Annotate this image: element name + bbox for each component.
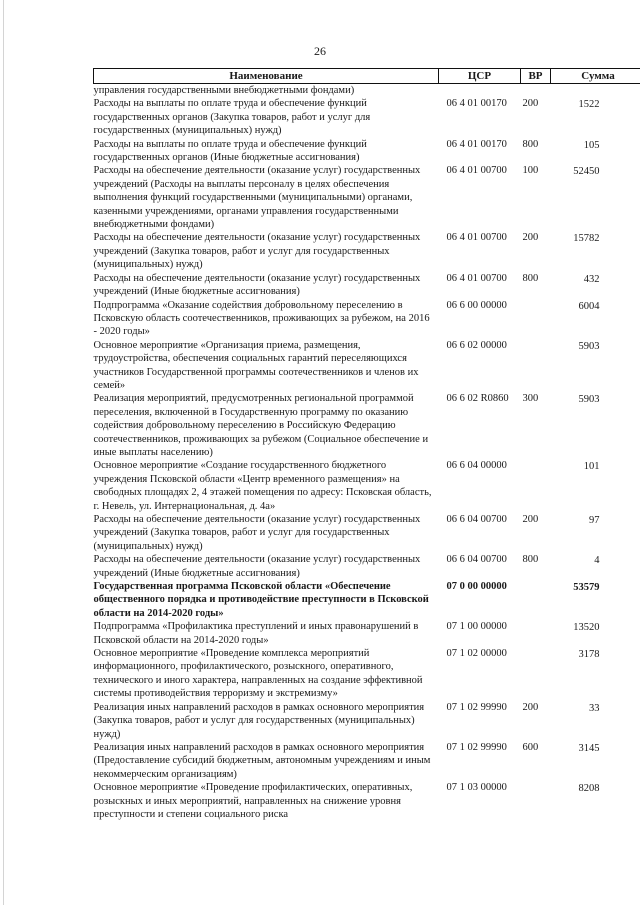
row-name: Подпрограмма «Профилактика преступлений и иных правонарушений в Псковской области на 2014-2020 годы» bbox=[93, 621, 419, 646]
row-sum: 4 bbox=[594, 555, 600, 567]
row-csr: 06 4 01 00170 bbox=[446, 138, 507, 150]
header-csr: ЦСР bbox=[439, 69, 521, 84]
row-sum: 8208 bbox=[578, 783, 600, 795]
row-csr: 07 1 02 99990 bbox=[446, 701, 507, 713]
row-vr: 800 bbox=[522, 554, 539, 566]
row-vr bbox=[521, 299, 551, 339]
table-body bbox=[94, 84, 640, 822]
row-vr bbox=[521, 459, 551, 513]
row-sum: 3145 bbox=[578, 742, 600, 754]
row-csr bbox=[439, 84, 521, 98]
row-name: Расходы на обеспечение деятельности (оказание услуг) государственных учреждений (Иные бюджетные ассигнования) bbox=[93, 554, 421, 579]
row-sum: 33 bbox=[589, 702, 600, 714]
row-csr: 07 1 02 99990 bbox=[446, 741, 507, 753]
row-csr: 06 6 02 00000 bbox=[446, 339, 507, 351]
table-row bbox=[94, 299, 640, 339]
row-vr bbox=[521, 339, 551, 393]
table-row bbox=[94, 84, 640, 98]
row-name: Реализация иных направлений расходов в рамках основного мероприятия (Закупка товаров, работ и услуг для государственных (муниципальных) нужд) bbox=[93, 701, 425, 740]
row-csr: 06 6 04 00700 bbox=[446, 514, 507, 525]
row-name: Расходы на обеспечение деятельности (оказание услуг) государственных учреждений (Иные бюджетные ассигнования) bbox=[93, 272, 421, 298]
table-row bbox=[94, 459, 640, 513]
row-name: Государственная программа Псковской области «Обеспечение общественного порядка и противодействие преступности в Псковской области на 2014-2020 годы» bbox=[93, 581, 429, 619]
row-vr bbox=[521, 580, 551, 620]
row-vr bbox=[521, 781, 551, 821]
row-csr: 06 6 02 R0860 bbox=[446, 393, 509, 405]
row-sum: 15782 bbox=[573, 233, 600, 245]
row-csr: 07 1 02 00000 bbox=[446, 648, 507, 660]
table-row bbox=[94, 339, 640, 393]
row-csr: 07 0 00 00000 bbox=[446, 581, 507, 593]
scan-left-edge bbox=[3, 0, 4, 905]
row-sum bbox=[551, 84, 640, 98]
row-csr: 06 4 01 00170 bbox=[446, 98, 507, 110]
table-row bbox=[94, 138, 640, 165]
row-name: Подпрограмма «Оказание содействия добровольному переселению в Псковскую область соотечественников, проживающих за рубежом, на 2016 - 2020 годы» bbox=[93, 299, 430, 338]
row-name: Основное мероприятие «Создание государственного бюджетного учреждения Псковской области «Центр временного размещения» на свободных площадях 2, 4 этажей помещения по адресу: Псковская область, г. Невель, ул. Интернациональная, д. 4а» bbox=[93, 460, 432, 512]
table-row bbox=[94, 164, 640, 231]
row-csr: 06 6 04 00700 bbox=[446, 554, 507, 566]
table-row bbox=[94, 701, 640, 741]
row-name: Основное мероприятие «Организация приема, размещения, трудоустройства, обеспечения социальных гарантий переселяющихся участников Государственной программы соотечественников и членов их семей» bbox=[93, 339, 419, 391]
table-row bbox=[94, 647, 640, 701]
row-sum: 5903 bbox=[578, 394, 600, 406]
table-row bbox=[94, 97, 640, 137]
row-vr: 200 bbox=[522, 232, 539, 244]
table-row bbox=[94, 620, 640, 647]
row-sum: 101 bbox=[583, 461, 600, 473]
row-sum: 13520 bbox=[573, 622, 600, 634]
budget-table bbox=[93, 68, 640, 821]
table-header-row bbox=[94, 69, 640, 84]
row-vr: 800 bbox=[522, 138, 539, 150]
row-sum: 432 bbox=[583, 273, 600, 285]
row-sum: 53579 bbox=[573, 582, 600, 594]
row-sum: 6004 bbox=[578, 300, 600, 312]
row-csr: 07 1 00 00000 bbox=[446, 621, 507, 633]
table-row bbox=[94, 392, 640, 459]
header-name: Наименование bbox=[94, 69, 439, 84]
row-csr: 06 4 01 00700 bbox=[446, 272, 507, 284]
row-vr bbox=[521, 647, 551, 701]
row-name: Расходы на выплаты по оплате труда и обеспечение функций государственных органов (Закупка товаров, работ и услуг для государственных (муниципальных) нужд) bbox=[93, 98, 371, 137]
table-row bbox=[94, 553, 640, 580]
row-name: Реализация мероприятий, предусмотренных региональной программой переселения, включенной в Государственную программу по оказанию содействия добровольному переселению в Российскую Федерацию соотечественников, проживающих за рубежом (Социальное обеспечение и иные выплаты населению) bbox=[93, 393, 429, 458]
table-row bbox=[94, 781, 640, 821]
table-row bbox=[94, 741, 640, 781]
table-row bbox=[94, 513, 640, 553]
row-vr bbox=[521, 620, 551, 647]
row-vr: 800 bbox=[522, 272, 539, 284]
row-name: Основное мероприятие «Проведение профилактических, оперативных, розыскных и иных мероприятий, направленных на снижение уровня преступности и степени социального риска bbox=[93, 782, 413, 820]
row-vr: 100 bbox=[522, 165, 539, 177]
row-csr: 06 6 00 00000 bbox=[446, 299, 507, 311]
row-name: Основное мероприятие «Проведение комплекса мероприятий информационного, профилактического, розыскного, оперативного, технического и иного характера, направленных на создание эффективной системы противодействия терроризму и экстремизму» bbox=[93, 648, 423, 700]
row-name: Расходы на обеспечение деятельности (оказание услуг) государственных учреждений (Закупка товаров, работ и услуг для государственных (муниципальных) нужд) bbox=[93, 232, 421, 271]
row-sum: 105 bbox=[583, 139, 600, 151]
table-row bbox=[94, 580, 640, 620]
row-sum: 3178 bbox=[578, 649, 600, 661]
row-csr: 07 1 03 00000 bbox=[446, 782, 507, 794]
table-row bbox=[94, 272, 640, 299]
row-vr bbox=[521, 84, 551, 98]
row-csr: 06 4 01 00700 bbox=[446, 232, 507, 244]
table-row bbox=[94, 231, 640, 271]
row-sum: 1522 bbox=[578, 99, 600, 111]
page-number: 26 bbox=[314, 44, 326, 58]
row-name: Расходы на обеспечение деятельности (оказание услуг) государственных учреждений (Закупка товаров, работ и услуг для государственных (муниципальных) нужд) bbox=[93, 514, 421, 552]
row-name: Реализация иных направлений расходов в рамках основного мероприятия (Предоставление субсидий бюджетным, автономным учреждениям и иным некоммерческим организациям) bbox=[93, 741, 431, 780]
row-sum: 97 bbox=[589, 515, 600, 526]
row-vr: 200 bbox=[522, 701, 539, 713]
row-name: Расходы на обеспечение деятельности (оказание услуг) государственных учреждений (Расходы на выплаты персоналу в целях обеспечения выполнения функций государственными (муниципальными) органами, казенными учреждениями, органами управления государственными внебюджетными фондами) bbox=[93, 165, 421, 231]
header-sum: Сумма bbox=[551, 69, 640, 84]
row-csr: 06 6 04 00000 bbox=[446, 460, 507, 472]
row-vr: 200 bbox=[522, 98, 539, 110]
row-vr: 600 bbox=[522, 741, 539, 753]
row-name: управления государственными внебюджетными фондами) bbox=[93, 85, 355, 96]
row-name: Расходы на выплаты по оплате труда и обеспечение функций государственных органов (Иные бюджетные ассигнования) bbox=[93, 138, 367, 164]
row-sum: 5903 bbox=[578, 340, 600, 352]
header-vr: ВР bbox=[521, 69, 551, 84]
row-csr: 06 4 01 00700 bbox=[446, 165, 507, 177]
row-vr: 200 bbox=[522, 514, 539, 525]
row-sum: 52450 bbox=[573, 166, 600, 178]
row-vr: 300 bbox=[522, 393, 539, 405]
